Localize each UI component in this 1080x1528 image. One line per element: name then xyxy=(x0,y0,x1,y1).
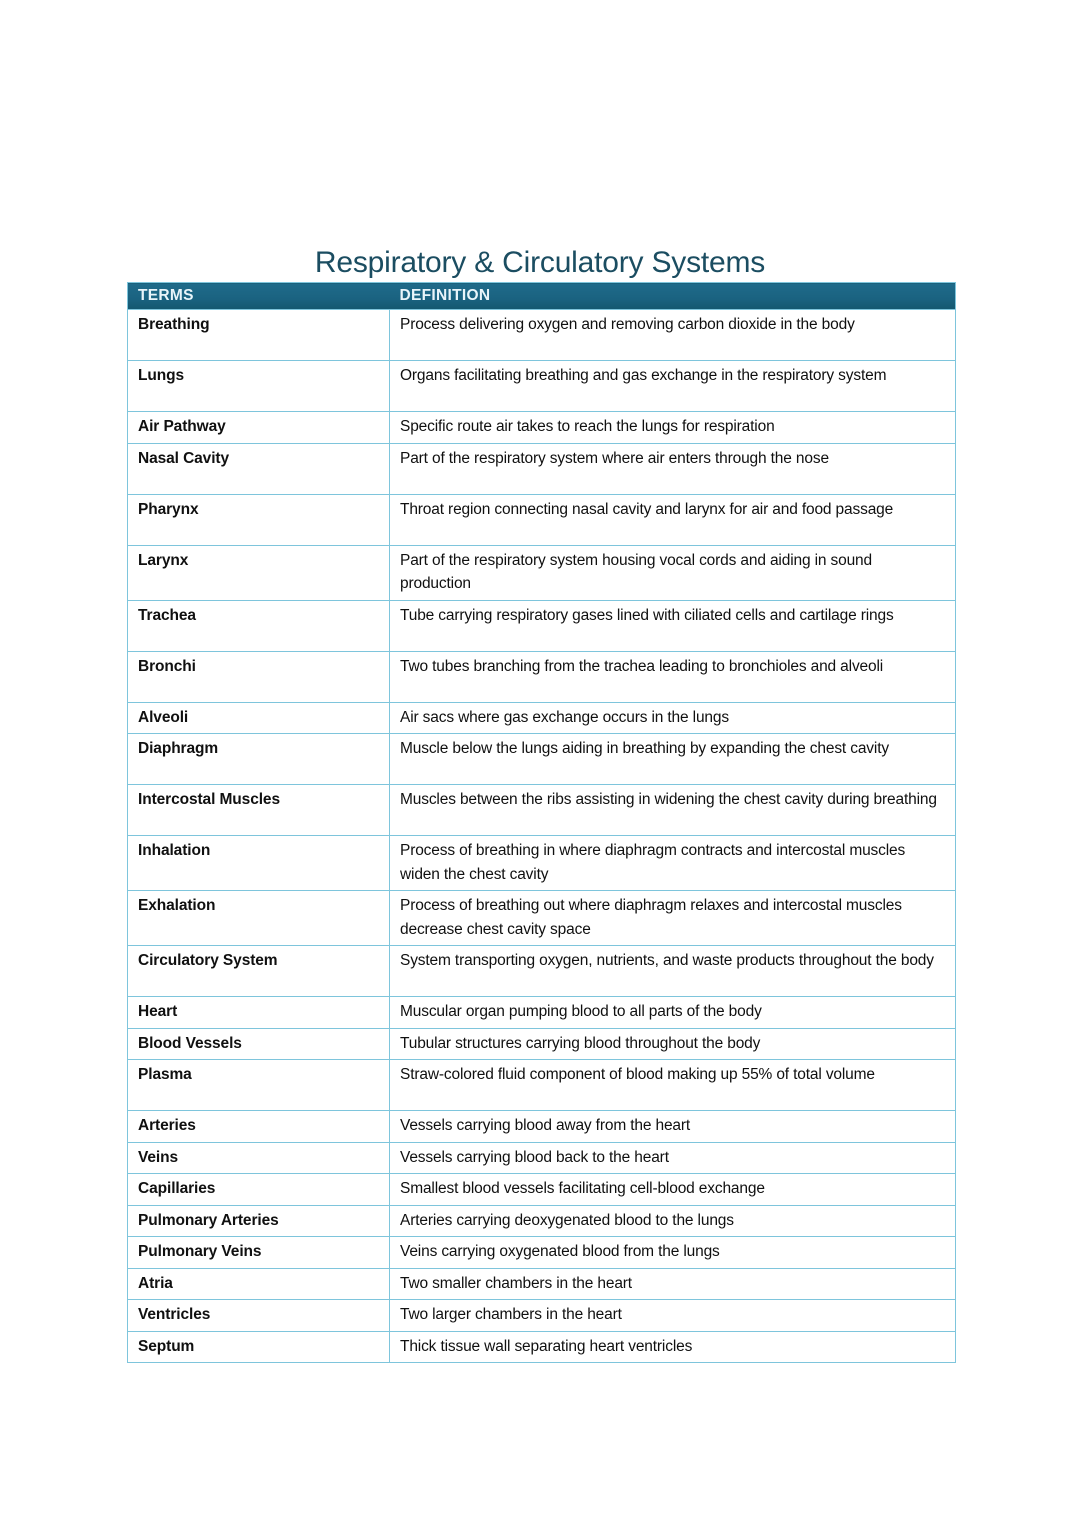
table-body xyxy=(128,310,956,1363)
definition-cell: Vessels carrying blood away from the heart xyxy=(390,1111,956,1143)
term-cell: Pulmonary Veins xyxy=(128,1237,390,1269)
definition-cell: Veins carrying oxygenated blood from the lungs xyxy=(390,1237,956,1269)
term-cell: Ventricles xyxy=(128,1300,390,1332)
definition-cell: Process of breathing in where diaphragm contracts and intercostal muscles widen the chest cavity xyxy=(390,836,956,891)
term-cell: Circulatory System xyxy=(128,946,390,997)
table-row xyxy=(128,651,956,702)
definition-cell: System transporting oxygen, nutrients, and waste products throughout the body xyxy=(390,946,956,997)
term-cell: Nasal Cavity xyxy=(128,443,390,494)
definition-cell: Muscular organ pumping blood to all parts of the body xyxy=(390,997,956,1029)
table-row xyxy=(128,361,956,412)
definition-cell: Straw-colored fluid component of blood making up 55% of total volume xyxy=(390,1060,956,1111)
definition-cell: Arteries carrying deoxygenated blood to the lungs xyxy=(390,1205,956,1237)
term-cell: Heart xyxy=(128,997,390,1029)
definition-cell: Tubular structures carrying blood throughout the body xyxy=(390,1028,956,1060)
term-cell: Arteries xyxy=(128,1111,390,1143)
definition-cell: Part of the respiratory system housing vocal cords and aiding in sound production xyxy=(390,545,956,600)
definition-cell: Vessels carrying blood back to the heart xyxy=(390,1142,956,1174)
definition-cell: Two larger chambers in the heart xyxy=(390,1300,956,1332)
term-cell: Veins xyxy=(128,1142,390,1174)
definition-cell: Two tubes branching from the trachea leading to bronchioles and alveoli xyxy=(390,651,956,702)
table-row xyxy=(128,1028,956,1060)
table-row xyxy=(128,891,956,946)
table-row xyxy=(128,412,956,444)
definition-cell: Muscles between the ribs assisting in widening the chest cavity during breathing xyxy=(390,785,956,836)
term-cell: Diaphragm xyxy=(128,734,390,785)
definition-cell: Muscle below the lungs aiding in breathing by expanding the chest cavity xyxy=(390,734,956,785)
term-cell: Pharynx xyxy=(128,494,390,545)
definition-cell: Air sacs where gas exchange occurs in the lungs xyxy=(390,702,956,734)
definition-cell: Smallest blood vessels facilitating cell-blood exchange xyxy=(390,1174,956,1206)
table-header xyxy=(128,283,956,310)
term-cell: Bronchi xyxy=(128,651,390,702)
definition-cell: Throat region connecting nasal cavity and larynx for air and food passage xyxy=(390,494,956,545)
table-header-row xyxy=(128,283,956,310)
glossary-table xyxy=(127,282,956,1363)
term-cell: Inhalation xyxy=(128,836,390,891)
term-cell: Larynx xyxy=(128,545,390,600)
definition-cell: Specific route air takes to reach the lungs for respiration xyxy=(390,412,956,444)
table-row xyxy=(128,1268,956,1300)
table-row xyxy=(128,1174,956,1206)
definition-cell: Two smaller chambers in the heart xyxy=(390,1268,956,1300)
table-row xyxy=(128,600,956,651)
term-cell: Pulmonary Arteries xyxy=(128,1205,390,1237)
table-row xyxy=(128,443,956,494)
table-row xyxy=(128,1237,956,1269)
term-cell: Plasma xyxy=(128,1060,390,1111)
table-row xyxy=(128,545,956,600)
column-header-definition: DEFINITION xyxy=(390,283,956,310)
definition-cell: Thick tissue wall separating heart ventricles xyxy=(390,1331,956,1363)
table-row xyxy=(128,1300,956,1332)
term-cell: Trachea xyxy=(128,600,390,651)
definition-cell: Process of breathing out where diaphragm relaxes and intercostal muscles decrease chest cavity space xyxy=(390,891,956,946)
table-row xyxy=(128,785,956,836)
definition-cell: Part of the respiratory system where air enters through the nose xyxy=(390,443,956,494)
table-row xyxy=(128,494,956,545)
table-row xyxy=(128,1331,956,1363)
term-cell: Capillaries xyxy=(128,1174,390,1206)
column-header-terms: TERMS xyxy=(128,283,390,310)
term-cell: Air Pathway xyxy=(128,412,390,444)
table-row xyxy=(128,1111,956,1143)
term-cell: Blood Vessels xyxy=(128,1028,390,1060)
table-row xyxy=(128,1142,956,1174)
table-row xyxy=(128,1060,956,1111)
table-row xyxy=(128,310,956,361)
table-row xyxy=(128,1205,956,1237)
term-cell: Alveoli xyxy=(128,702,390,734)
term-cell: Exhalation xyxy=(128,891,390,946)
term-cell: Atria xyxy=(128,1268,390,1300)
term-cell: Breathing xyxy=(128,310,390,361)
table-row xyxy=(128,734,956,785)
table-row xyxy=(128,836,956,891)
table-row xyxy=(128,702,956,734)
table-row xyxy=(128,997,956,1029)
definition-cell: Organs facilitating breathing and gas exchange in the respiratory system xyxy=(390,361,956,412)
table-row xyxy=(128,946,956,997)
definition-cell: Tube carrying respiratory gases lined with ciliated cells and cartilage rings xyxy=(390,600,956,651)
term-cell: Intercostal Muscles xyxy=(128,785,390,836)
term-cell: Lungs xyxy=(128,361,390,412)
page-title: Respiratory & Circulatory Systems xyxy=(314,246,766,280)
definition-cell: Process delivering oxygen and removing carbon dioxide in the body xyxy=(390,310,956,361)
term-cell: Septum xyxy=(128,1331,390,1363)
